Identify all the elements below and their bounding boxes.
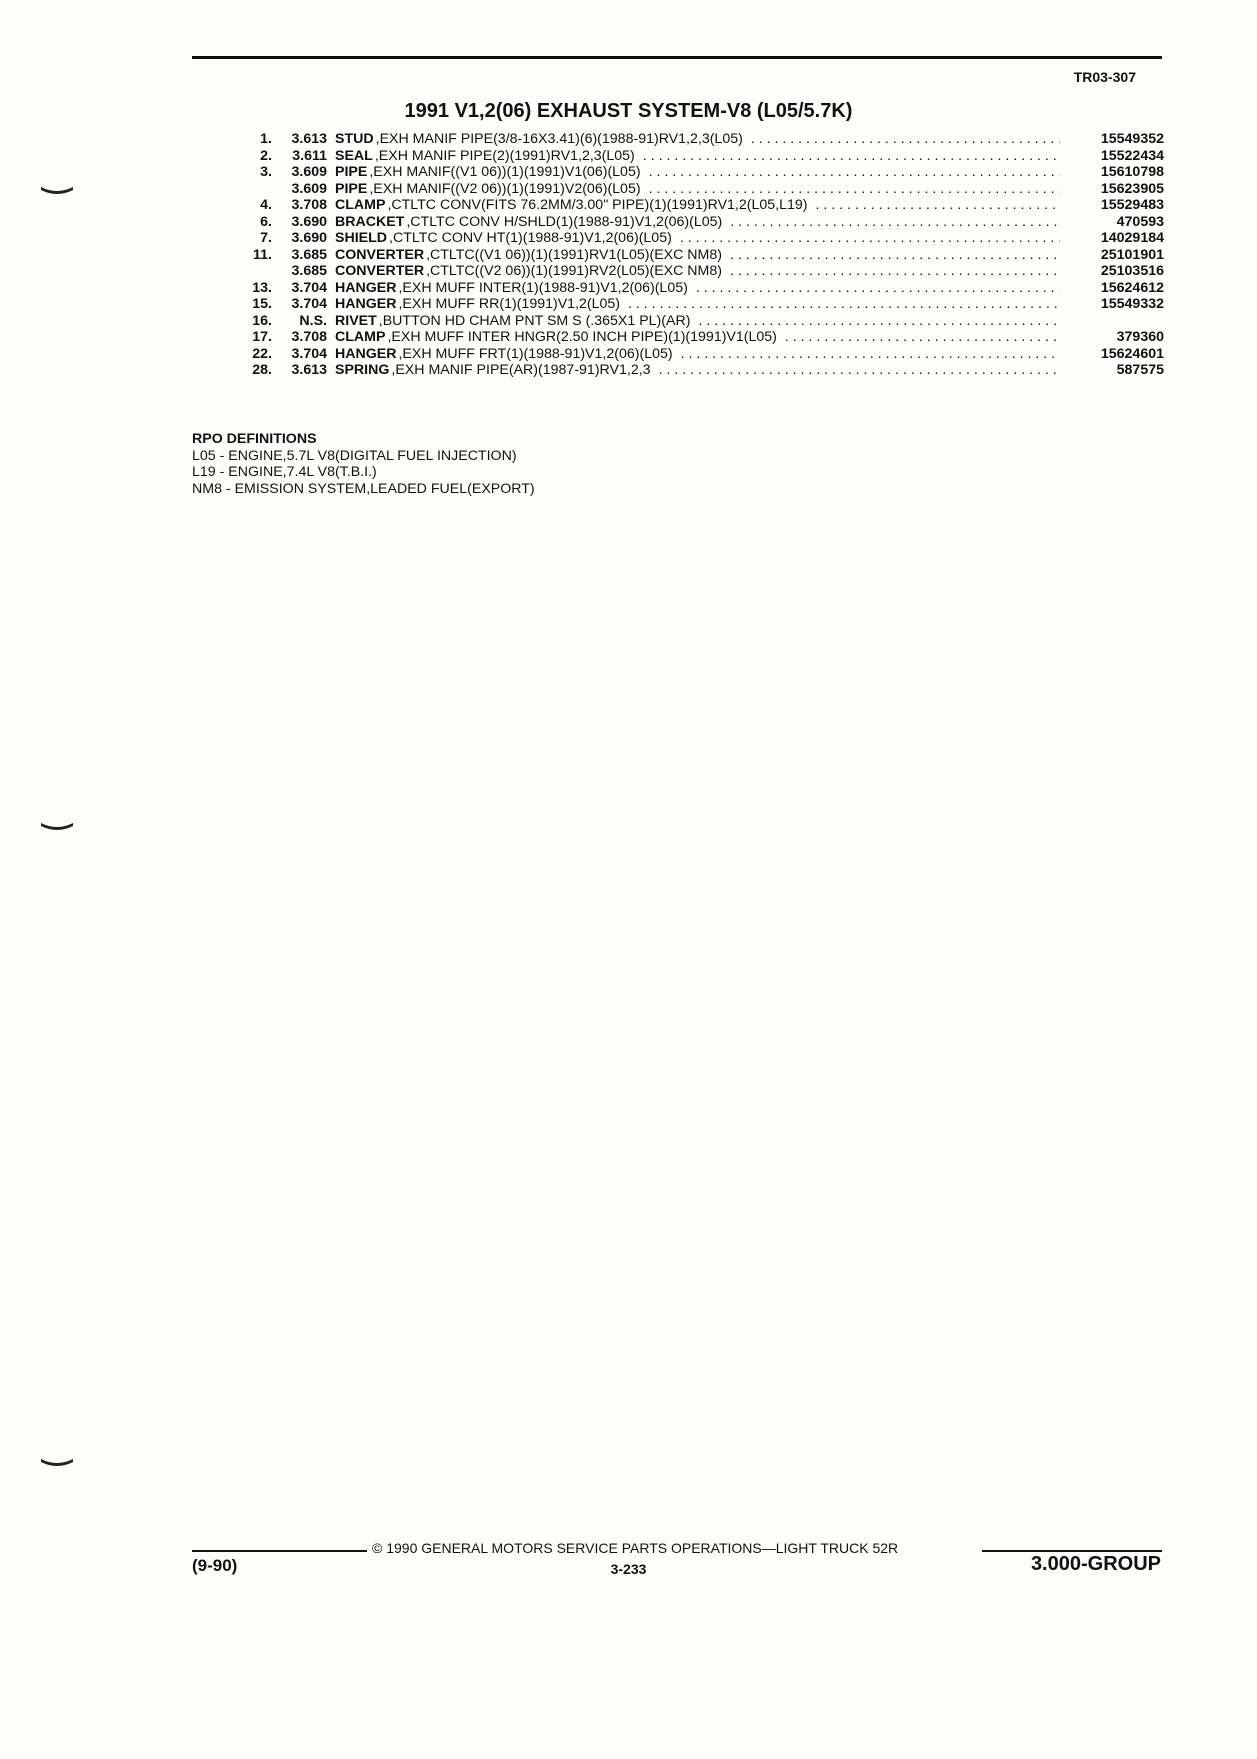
part-detail: ,BUTTON HD CHAM PNT SM S (.365X1 PL)(AR) xyxy=(378,312,691,329)
part-row xyxy=(228,329,1164,346)
part-detail: ,CTLTC((V1 06))(1)(1991)RV1(L05)(EXC NM8) xyxy=(426,246,722,263)
part-description xyxy=(335,148,1064,164)
item-number: 17. xyxy=(252,329,272,345)
dot-leader xyxy=(681,346,1060,362)
dot-leader xyxy=(751,131,1060,147)
part-name: SHIELD xyxy=(335,230,388,246)
group-number: 3.708 xyxy=(291,329,327,345)
dot-leader xyxy=(730,214,1060,230)
part-description xyxy=(335,313,1064,329)
part-description xyxy=(335,263,1064,279)
part-number: 15549332 xyxy=(1100,296,1164,312)
part-description xyxy=(335,230,1064,246)
part-detail: ,CTLTC CONV HT(1)(1988-91)V1,2(06)(L05) xyxy=(389,230,672,246)
item-number: 2. xyxy=(260,147,272,164)
part-detail: ,EXH MUFF INTER(1)(1988-91)V1,2(06)(L05) xyxy=(398,279,688,296)
part-number: 15623905 xyxy=(1100,180,1164,197)
part-number: 15624612 xyxy=(1100,279,1164,296)
group-number: 3.613 xyxy=(291,362,327,378)
item-number: 4. xyxy=(260,197,272,213)
part-row xyxy=(228,346,1164,363)
part-name: HANGER xyxy=(335,345,397,362)
part-detail: ,CTLTC CONV H/SHLD(1)(1988-91)V1,2(06)(L05) xyxy=(406,213,723,230)
part-description xyxy=(335,247,1064,263)
part-name: PIPE xyxy=(335,164,368,180)
part-number: 15624601 xyxy=(1100,345,1164,362)
part-row xyxy=(228,197,1164,214)
binder-hole-mark xyxy=(40,820,74,834)
dot-leader xyxy=(816,197,1061,213)
part-name: CONVERTER xyxy=(335,263,425,279)
part-row xyxy=(228,362,1164,379)
group-number: 3.609 xyxy=(291,180,327,197)
group-number: 3.704 xyxy=(291,345,327,362)
part-name: HANGER xyxy=(335,279,397,296)
part-number: 15529483 xyxy=(1100,197,1164,213)
part-name: CLAMP xyxy=(335,197,386,213)
dot-leader xyxy=(730,247,1060,263)
item-number: 1. xyxy=(260,131,272,147)
part-number: 15549352 xyxy=(1100,131,1164,147)
item-number: 28. xyxy=(252,362,272,378)
dot-leader xyxy=(649,181,1060,197)
part-number: 470593 xyxy=(1116,213,1164,230)
part-description xyxy=(335,164,1064,180)
part-description xyxy=(335,296,1064,312)
group-number: 3.611 xyxy=(292,147,327,164)
part-row xyxy=(228,131,1164,148)
page-number: 3-233 xyxy=(610,1561,647,1577)
part-name: SPRING xyxy=(335,362,390,378)
part-description xyxy=(335,214,1064,230)
group-number: 3.690 xyxy=(291,230,327,246)
footer-rule-right xyxy=(982,1550,1162,1552)
part-description xyxy=(335,346,1064,362)
rpo-item: NM8 - EMISSION SYSTEM,LEADED FUEL(EXPORT) xyxy=(192,480,535,497)
part-detail: ,EXH MANIF((V1 06))(1)(1991)V1(06)(L05) xyxy=(369,164,641,180)
page-code: TR03-307 xyxy=(1073,69,1136,85)
dot-leader xyxy=(649,164,1060,180)
part-name: CONVERTER xyxy=(335,246,425,263)
item-number: 6. xyxy=(260,213,272,230)
part-number: 25103516 xyxy=(1100,263,1164,279)
part-number: 25101901 xyxy=(1100,246,1164,263)
group-number: 3.708 xyxy=(291,197,327,213)
group-number: 3.685 xyxy=(291,246,327,263)
page-title: 1991 V1,2(06) EXHAUST SYSTEM-V8 (L05/5.7K) xyxy=(404,100,853,122)
top-rule xyxy=(192,56,1162,59)
part-row xyxy=(228,263,1164,280)
part-row xyxy=(228,280,1164,297)
part-detail: ,CTLTC CONV(FITS 76.2MM/3.00" PIPE)(1)(1991)RV1,2(L05,L19) xyxy=(387,197,808,213)
rpo-item: L05 - ENGINE,5.7L V8(DIGITAL FUEL INJECTION) xyxy=(192,447,517,464)
footer-date: (9-90) xyxy=(192,1556,238,1575)
part-name: CLAMP xyxy=(335,329,386,345)
group-number: N.S. xyxy=(299,312,327,329)
part-detail: ,EXH MANIF((V2 06))(1)(1991)V2(06)(L05) xyxy=(369,180,641,197)
footer-copyright: © 1990 GENERAL MOTORS SERVICE PARTS OPERATIONS—LIGHT TRUCK 52R xyxy=(372,1540,899,1556)
dot-leader xyxy=(785,329,1060,345)
item-number: 3. xyxy=(260,164,272,180)
part-description xyxy=(335,329,1064,345)
part-detail: ,EXH MUFF RR(1)(1991)V1,2(L05) xyxy=(398,296,621,312)
part-name: HANGER xyxy=(335,296,397,312)
group-number: 3.690 xyxy=(291,213,327,230)
part-number: 15610798 xyxy=(1100,164,1164,180)
part-detail: ,EXH MANIF PIPE(3/8-16X3.41)(6)(1988-91)RV1,2,3(L05) xyxy=(375,131,743,147)
binder-hole-mark xyxy=(40,1456,74,1470)
part-description xyxy=(335,197,1064,213)
part-name: BRACKET xyxy=(335,213,405,230)
part-detail: ,CTLTC((V2 06))(1)(1991)RV2(L05)(EXC NM8) xyxy=(426,263,722,279)
part-description xyxy=(335,280,1064,296)
item-number: 7. xyxy=(260,230,272,246)
part-detail: ,EXH MUFF INTER HNGR(2.50 INCH PIPE)(1)(1991)V1(L05) xyxy=(387,329,777,345)
parts-list xyxy=(228,131,1164,379)
dot-leader xyxy=(680,230,1060,246)
group-number: 3.704 xyxy=(291,296,327,312)
group-number: 3.704 xyxy=(291,279,327,296)
dot-leader xyxy=(698,313,1060,329)
dot-leader xyxy=(659,362,1060,378)
part-number: 587575 xyxy=(1116,362,1164,378)
part-row xyxy=(228,247,1164,264)
part-number: 379360 xyxy=(1116,329,1164,345)
item-number: 11. xyxy=(253,246,272,263)
group-number: 3.685 xyxy=(291,263,327,279)
part-name: PIPE xyxy=(335,180,368,197)
dot-leader xyxy=(696,280,1060,296)
binder-hole-mark xyxy=(40,184,74,198)
dot-leader xyxy=(730,263,1060,279)
item-number: 13. xyxy=(252,279,272,296)
part-detail: ,EXH MANIF PIPE(2)(1991)RV1,2,3(L05) xyxy=(374,147,635,164)
part-name: RIVET xyxy=(335,312,377,329)
rpo-item: L19 - ENGINE,7.4L V8(T.B.I.) xyxy=(192,464,377,480)
item-number: 15. xyxy=(252,296,272,312)
group-number: 3.609 xyxy=(291,164,327,180)
item-number: 22. xyxy=(252,345,272,362)
dot-leader xyxy=(643,148,1060,164)
part-row xyxy=(228,214,1164,231)
item-number: 16. xyxy=(252,312,272,329)
part-description xyxy=(335,181,1064,197)
part-row xyxy=(228,230,1164,247)
part-row xyxy=(228,181,1164,198)
rpo-heading: RPO DEFINITIONS xyxy=(192,431,317,447)
part-name: SEAL xyxy=(335,147,373,164)
part-description xyxy=(335,131,1064,147)
part-row xyxy=(228,296,1164,313)
part-row xyxy=(228,164,1164,181)
part-description xyxy=(335,362,1064,378)
part-detail: ,EXH MUFF FRT(1)(1988-91)V1,2(06)(L05) xyxy=(398,345,673,362)
part-detail: ,EXH MANIF PIPE(AR)(1987-91)RV1,2,3 xyxy=(391,362,651,378)
part-name: STUD xyxy=(335,131,374,147)
part-number: 14029184 xyxy=(1100,230,1164,246)
footer-group: 3.000-GROUP xyxy=(1030,1553,1161,1575)
group-number: 3.613 xyxy=(291,131,327,147)
footer-rule-left xyxy=(192,1550,367,1552)
part-number: 15522434 xyxy=(1100,147,1164,164)
part-row xyxy=(228,313,1164,330)
rpo-definitions xyxy=(192,431,535,497)
part-row xyxy=(228,148,1164,165)
dot-leader xyxy=(628,296,1060,312)
